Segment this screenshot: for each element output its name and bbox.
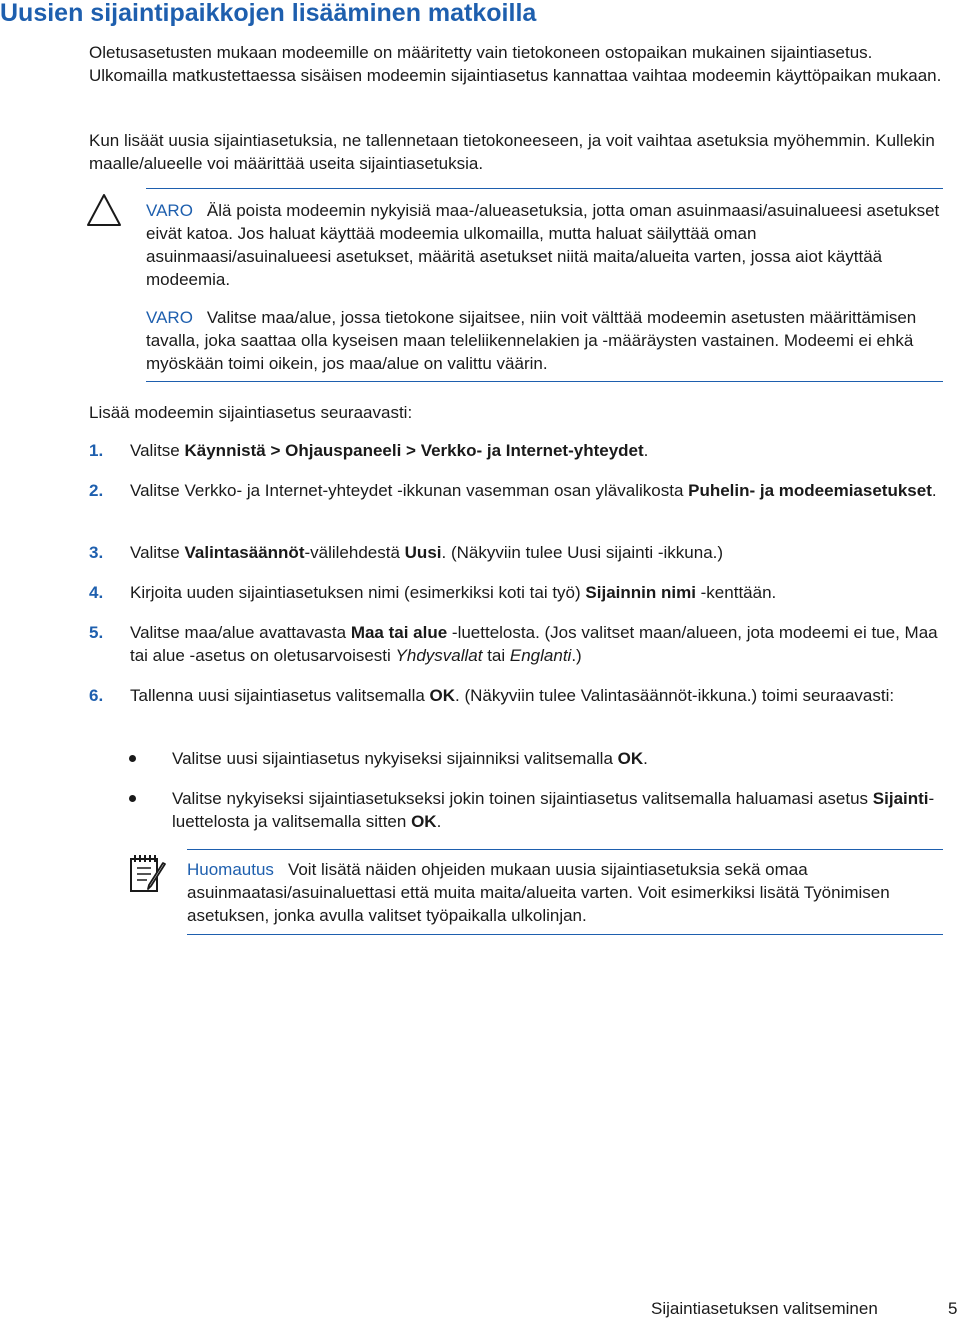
- note-top-rule: [187, 849, 943, 850]
- ui-term: Valintasäännöt: [184, 543, 305, 562]
- ui-term: OK: [429, 686, 456, 705]
- ui-term: Puhelin- ja modeemiasetukset: [688, 481, 932, 500]
- page-number: 5: [948, 1299, 958, 1318]
- intro-paragraph: Oletusasetusten mukaan modeemille on määritetty vain tietokoneen ostopaikan mukainen sijaintiasetus. Ulkomailla matkustettaessa sisäisen modeemin sijaintiasetus kannattaa vaihtaa modeemin käyttöpaikan mukaan.: [89, 43, 942, 85]
- ui-term: Maa tai alue: [350, 623, 448, 642]
- ui-term: Sijainnin nimi: [585, 583, 696, 602]
- caution-text: Valitse maa/alue, jossa tietokone sijaitsee, niin voit välttää modeemin asetusten määrittämisen tavalla, joka saattaa olla kyseisen maan teleliikennelakien ja -määräysten vastainen. Modeemi ei ehkä myöskään toimi oikein, jos maa/alue on valittu väärin.: [146, 308, 917, 373]
- note-label: Huomautus: [187, 860, 274, 879]
- page-title: Uusien sijaintipaikkojen lisääminen matkoilla: [0, 0, 537, 27]
- ui-term: Sijainti: [872, 789, 929, 808]
- bullet-icon: [129, 795, 136, 802]
- note-pad-icon: [127, 852, 169, 894]
- step-number: 4.: [89, 583, 104, 602]
- caution-label: VARO: [146, 201, 193, 220]
- caution-top-rule: [146, 188, 943, 189]
- step-number: 3.: [89, 543, 104, 562]
- note-text: Voit lisätä näiden ohjeiden mukaan uusia sijaintiasetuksia sekä omaa asuinmaatasi/asuinaluettasi että muita maita/alueita varten. Voit esimerkiksi lisätä Työnimisen asetuksen, jonka avulla valitset työpaikalla ulkolinjan.: [187, 860, 890, 925]
- caution-bottom-rule: [146, 381, 943, 382]
- ui-term: OK: [617, 749, 644, 768]
- step-number: 2.: [89, 481, 104, 500]
- caution-label: VARO: [146, 308, 193, 327]
- settings-paragraph: Kun lisäät uusia sijaintiasetuksia, ne tallennetaan tietokoneeseen, ja voit vaihtaa asetuksia myöhemmin. Kullekin maalle/alueelle voi määrittää useita sijaintiasetuksia.: [89, 131, 935, 173]
- ui-term: Uusi: [404, 543, 442, 562]
- step-number: 5.: [89, 623, 104, 642]
- ui-term: OK: [411, 812, 437, 831]
- caution-note-2: [146, 306, 946, 375]
- note-block: [187, 858, 947, 927]
- warning-triangle-icon: [86, 193, 122, 227]
- steps-intro: Lisää modeemin sijaintiasetus seuraavasti:: [89, 403, 413, 422]
- footer-section-title: Sijaintiasetuksen valitseminen: [651, 1299, 878, 1318]
- caution-text: Älä poista modeemin nykyisiä maa-/alueasetuksia, jotta oman asuinmaasi/asuinalueesi asetukset eivät katoa. Jos haluat käyttää modeemia ulkomailla, mutta haluat säilyttää oman asuinmaasi/asuinalueesi asetukset, määritä asetukset niitä maita/alueita varten, jossa aiot käyttää modeemia.: [146, 201, 940, 289]
- step-number: 1.: [89, 441, 104, 460]
- caution-note-1: [146, 199, 946, 291]
- bullet-icon: [129, 755, 136, 762]
- note-bottom-rule: [187, 934, 943, 935]
- ui-path: Käynnistä > Ohjauspaneeli > Verkko- ja Internet-yhteydet: [184, 441, 644, 460]
- step-number: 6.: [89, 686, 104, 705]
